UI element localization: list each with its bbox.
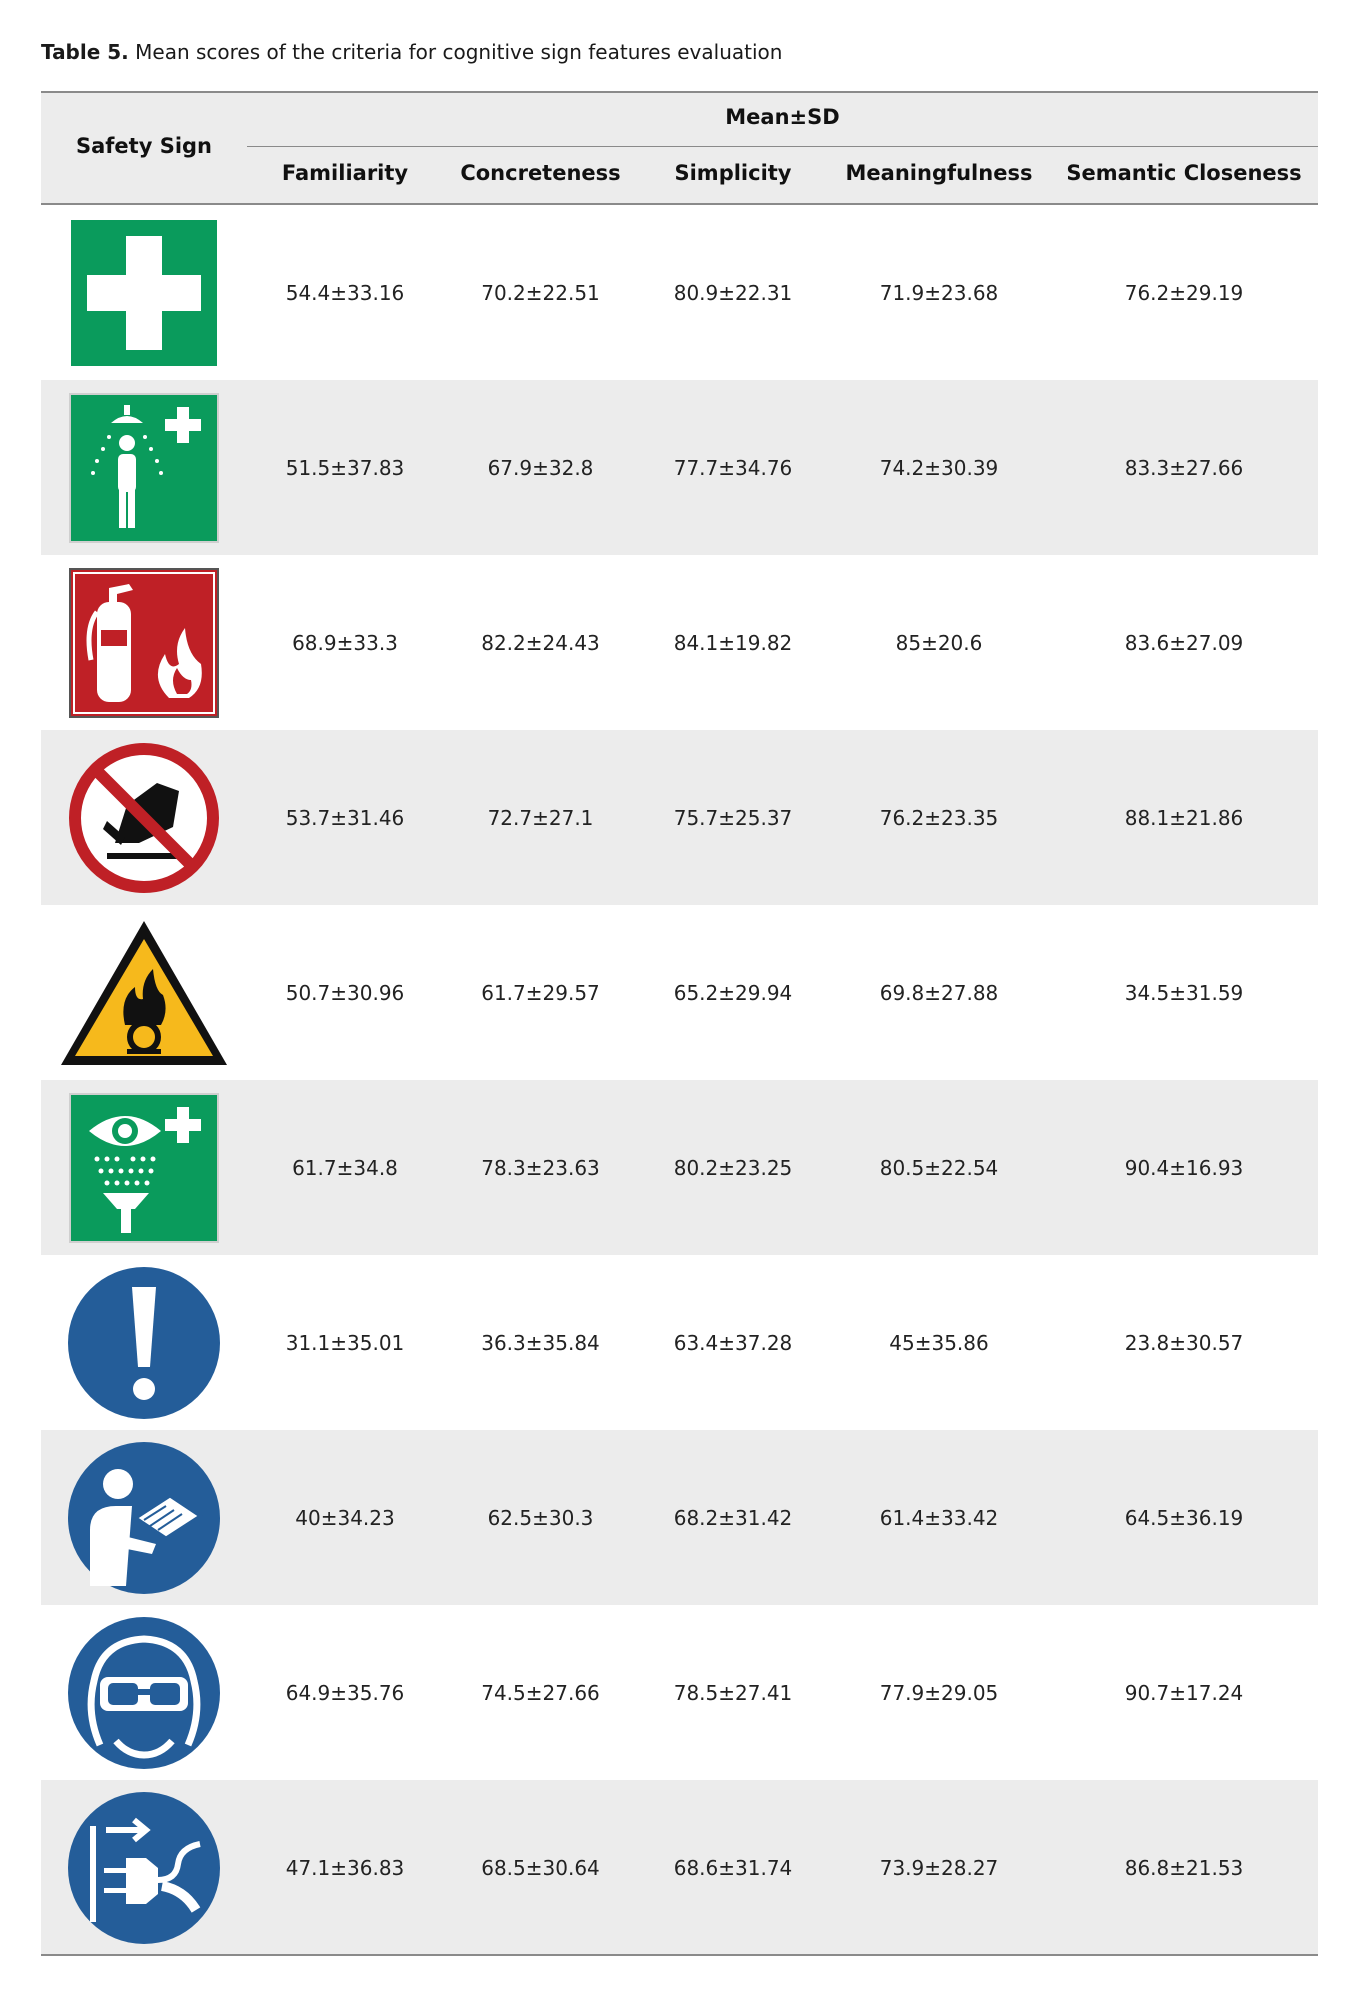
table-cell-semantic-closeness: 76.2±29.19 [1124, 280, 1244, 305]
header-meaningfulness: Meaningfulness [845, 161, 1033, 185]
table-row [41, 1255, 1318, 1430]
table-cell-semantic-closeness: 83.6±27.09 [1124, 630, 1244, 655]
table-cell-meaningfulness: 77.9±29.05 [879, 1680, 999, 1705]
table-row [41, 730, 1318, 905]
table-cell-familiarity: 31.1±35.01 [285, 1330, 405, 1355]
table-cell-concreteness: 68.5±30.64 [481, 1855, 600, 1880]
table-row [41, 1430, 1318, 1605]
table-cell-meaningfulness: 85±20.6 [895, 630, 983, 655]
table-cell-meaningfulness: 74.2±30.39 [879, 455, 999, 480]
table-cell-simplicity: 80.2±23.25 [673, 1155, 793, 1180]
header-concreteness: Concreteness [460, 161, 621, 185]
table-cell-semantic-closeness: 90.7±17.24 [1124, 1680, 1244, 1705]
table-header [41, 91, 1318, 204]
table-cell-simplicity: 68.2±31.42 [673, 1505, 793, 1530]
table-row [41, 380, 1318, 555]
table-cell-semantic-closeness: 64.5±36.19 [1124, 1505, 1244, 1530]
disconnect-plug-icon [41, 1780, 247, 1955]
table-row [41, 205, 1318, 380]
table-cell-simplicity: 84.1±19.82 [673, 630, 793, 655]
header-mean-sd: Mean±SD [725, 105, 840, 129]
table-cell-concreteness: 61.7±29.57 [481, 980, 600, 1005]
table-cell-concreteness: 70.2±22.51 [481, 280, 600, 305]
eyewash-station-icon [41, 1080, 247, 1255]
table-cell-concreteness: 62.5±30.3 [487, 1505, 594, 1530]
header-simplicity: Simplicity [674, 161, 792, 185]
table-cell-meaningfulness: 45±35.86 [889, 1330, 989, 1355]
table-cell-meaningfulness: 73.9±28.27 [879, 1855, 999, 1880]
table-row [41, 1605, 1318, 1780]
header-semantic-closeness: Semantic Closeness [1066, 161, 1302, 185]
table-cell-concreteness: 78.3±23.63 [481, 1155, 600, 1180]
table-caption [41, 40, 782, 64]
fire-extinguisher-icon [41, 555, 247, 730]
header-subrule [247, 146, 1318, 147]
table-cell-simplicity: 65.2±29.94 [673, 980, 793, 1005]
table-row [41, 1780, 1318, 1955]
table-row [41, 555, 1318, 730]
table-row [41, 1080, 1318, 1255]
table-cell-familiarity: 61.7±34.8 [292, 1155, 398, 1180]
table-cell-familiarity: 50.7±30.96 [285, 980, 405, 1005]
table-cell-semantic-closeness: 83.3±27.66 [1124, 455, 1244, 480]
first-aid-icon [41, 205, 247, 380]
do-not-touch-icon [41, 730, 247, 905]
table-cell-simplicity: 68.6±31.74 [673, 1855, 793, 1880]
table-cell-familiarity: 47.1±36.83 [285, 1855, 405, 1880]
table-cell-meaningfulness: 69.8±27.88 [879, 980, 999, 1005]
table-cell-familiarity: 68.9±33.3 [292, 630, 398, 655]
table-cell-simplicity: 63.4±37.28 [673, 1330, 793, 1355]
read-manual-icon [41, 1430, 247, 1605]
table-cell-simplicity: 78.5±27.41 [673, 1680, 793, 1705]
table-cell-semantic-closeness: 23.8±30.57 [1124, 1330, 1244, 1355]
table-cell-concreteness: 74.5±27.66 [481, 1680, 600, 1705]
table-cell-familiarity: 51.5±37.83 [285, 455, 405, 480]
bottom-rule [41, 1954, 1318, 1956]
table-cell-meaningfulness: 80.5±22.54 [879, 1155, 999, 1180]
table-cell-familiarity: 54.4±33.16 [285, 280, 405, 305]
table-cell-meaningfulness: 71.9±23.68 [879, 280, 999, 305]
oxidizing-warning-icon [41, 905, 247, 1080]
header-safety-sign: Safety Sign [75, 134, 213, 158]
table-cell-simplicity: 77.7±34.76 [673, 455, 793, 480]
table-cell-concreteness: 82.2±24.43 [481, 630, 600, 655]
safety-shower-icon [41, 380, 247, 555]
table-cell-meaningfulness: 76.2±23.35 [879, 805, 999, 830]
header-familiarity: Familiarity [281, 161, 409, 185]
table-cell-meaningfulness: 61.4±33.42 [879, 1505, 999, 1530]
table-cell-familiarity: 53.7±31.46 [285, 805, 405, 830]
wear-goggles-icon [41, 1605, 247, 1780]
table-cell-simplicity: 80.9±22.31 [673, 280, 793, 305]
table-cell-familiarity: 40±34.23 [295, 1505, 395, 1530]
table-cell-concreteness: 36.3±35.84 [481, 1330, 600, 1355]
table-cell-concreteness: 72.7±27.1 [487, 805, 594, 830]
caption-label: Table 5. [41, 40, 129, 64]
table-cell-semantic-closeness: 34.5±31.59 [1124, 980, 1244, 1005]
table-cell-familiarity: 64.9±35.76 [285, 1680, 405, 1705]
general-mandatory-icon [41, 1255, 247, 1430]
table-cell-semantic-closeness: 90.4±16.93 [1124, 1155, 1244, 1180]
table-row [41, 905, 1318, 1080]
table-cell-semantic-closeness: 86.8±21.53 [1124, 1855, 1244, 1880]
top-rule [41, 91, 1318, 93]
table-cell-simplicity: 75.7±25.37 [673, 805, 793, 830]
table-cell-concreteness: 67.9±32.8 [487, 455, 594, 480]
caption-text: Mean scores of the criteria for cognitive sign features evaluation [128, 40, 783, 64]
table-cell-semantic-closeness: 88.1±21.86 [1124, 805, 1244, 830]
